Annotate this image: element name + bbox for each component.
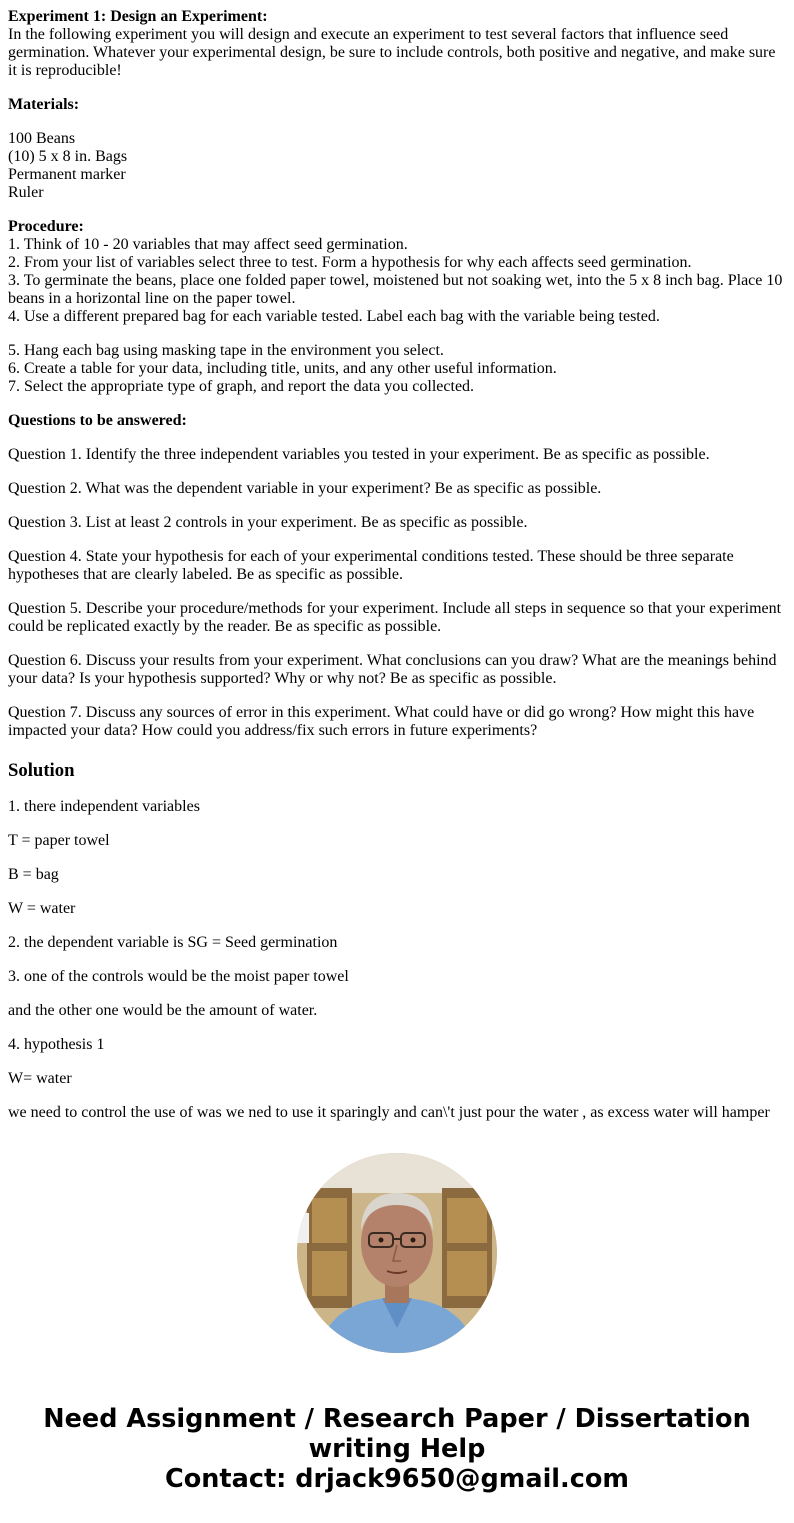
intro-block	[8, 8, 786, 80]
materials-item: 100 Beans	[8, 130, 76, 147]
question-item: Question 1. Identify the three independent variables you tested in your experiment. Be as specific as possible.	[8, 446, 710, 463]
procedure-step: 4. Use a different prepared bag for each variable tested. Label each bag with the variable being tested.	[8, 308, 660, 325]
questions-heading-block	[8, 412, 786, 430]
question-item: Question 7. Discuss any sources of error in this experiment. What could have or did go wrong? How might this have impacted your data? How could you address/fix such errors in future experiments?	[8, 704, 755, 739]
procedure-heading: Procedure:	[8, 218, 84, 235]
solution-paragraph: T = paper towel	[8, 832, 110, 849]
solution-paragraph: 1. there independent variables	[8, 798, 200, 815]
solution-paragraph: we need to control the use of was we ned to use it sparingly and can\'t just pour the water , as excess water will hamper	[8, 1104, 770, 1121]
experiment-title: Experiment 1: Design an Experiment:	[8, 8, 268, 25]
solution-heading: Solution	[8, 760, 75, 781]
author-portrait-image	[297, 1153, 497, 1353]
document	[8, 8, 786, 1138]
footer-contact: Contact: drjack9650@gmail.com	[165, 1464, 629, 1494]
procedure-block-2	[8, 342, 786, 396]
procedure-step: 3. To germinate the beans, place one folded paper towel, moistened but not soaking wet, into the 5 x 8 inch bag. Place 10 beans in a horizontal line on the paper towel.	[8, 272, 783, 307]
question-item: Question 3. List at least 2 controls in your experiment. Be as specific as possible.	[8, 514, 528, 531]
intro-text: In the following experiment you will design and execute an experiment to test several factors that influence seed germination. Whatever your experimental design, be sure to include controls, both positive and negative, and make sure it is reproducible!	[8, 26, 776, 79]
questions-heading: Questions to be answered:	[8, 412, 187, 429]
materials-heading: Materials:	[8, 96, 80, 113]
question-item: Question 4. State your hypothesis for each of your experimental conditions tested. These should be three separate hypotheses that are clearly labeled. Be as specific as possible.	[8, 548, 734, 583]
question-item: Question 5. Describe your procedure/methods for your experiment. Include all steps in sequence so that your experiment could be replicated exactly by the reader. Be as specific as possible.	[8, 600, 782, 635]
materials-heading-block	[8, 96, 786, 114]
question-item: Question 6. Discuss your results from your experiment. What conclusions can you draw? What are the meanings behind your data? Is your hypothesis supported? Why or why not? Be as specific as possible.	[8, 652, 777, 687]
materials-item: Ruler	[8, 184, 44, 201]
author-avatar	[297, 1153, 497, 1353]
footer-line: Need Assignment / Research Paper / Dissertation	[43, 1404, 751, 1434]
procedure-step: 5. Hang each bag using masking tape in the environment you select.	[8, 342, 444, 359]
procedure-step: 1. Think of 10 - 20 variables that may affect seed germination.	[8, 236, 408, 253]
procedure-step: 7. Select the appropriate type of graph, and report the data you collected.	[8, 378, 475, 395]
procedure-step: 2. From your list of variables select three to test. Form a hypothesis for why each affects seed germination.	[8, 254, 692, 271]
materials-item: (10) 5 x 8 in. Bags	[8, 148, 128, 165]
materials-list	[8, 130, 786, 202]
solution-paragraph: 2. the dependent variable is SG = Seed germination	[8, 934, 338, 951]
solution-paragraph: W= water	[8, 1070, 72, 1087]
solution-paragraph: and the other one would be the amount of water.	[8, 1002, 318, 1019]
procedure-block	[8, 218, 786, 326]
solution-paragraph: 4. hypothesis 1	[8, 1036, 105, 1053]
footer-promo	[0, 1404, 794, 1494]
question-item: Question 2. What was the dependent variable in your experiment? Be as specific as possible.	[8, 480, 602, 497]
solution-paragraph: 3. one of the controls would be the moist paper towel	[8, 968, 349, 985]
solution-paragraph: W = water	[8, 900, 76, 917]
materials-item: Permanent marker	[8, 166, 126, 183]
footer-line: writing Help	[308, 1434, 486, 1464]
solution-paragraph: B = bag	[8, 866, 59, 883]
procedure-step: 6. Create a table for your data, including title, units, and any other useful information.	[8, 360, 557, 377]
